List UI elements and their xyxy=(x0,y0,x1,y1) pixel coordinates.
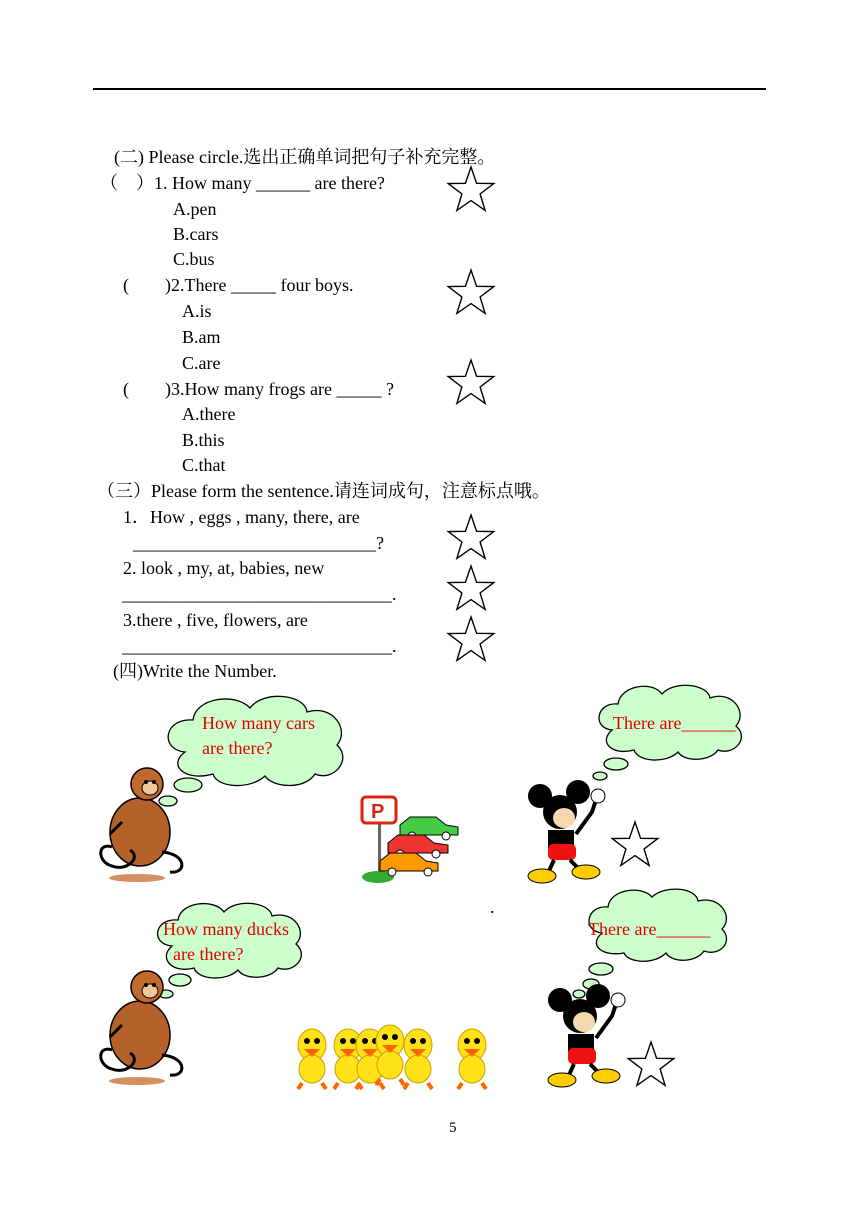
sentence-1-words: 1．How , eggs , many, there, are xyxy=(123,507,360,527)
mickey-icon xyxy=(540,982,635,1088)
question-1-stem: （ ）1. How many ______ are there? xyxy=(100,173,385,193)
duck-icon xyxy=(298,1029,326,1089)
star-icon xyxy=(446,615,496,663)
monkey-icon xyxy=(92,965,192,1087)
header-rule xyxy=(93,88,766,90)
sentence-3-answer-line[interactable]: ______________________________. xyxy=(122,636,397,656)
answer-2-line[interactable]: There are______ xyxy=(588,919,711,939)
question-2-option-a: A.is xyxy=(182,301,212,321)
question-3-option-c: C.that xyxy=(182,455,226,475)
question-2-line-2: are there? xyxy=(173,944,244,964)
ducks-group xyxy=(292,1025,507,1091)
svg-text:P: P xyxy=(371,801,385,823)
sentence-2-words: 2. look , my, at, babies, new xyxy=(123,558,325,578)
sentence-3-words: 3.there , five, flowers, are xyxy=(123,610,308,630)
car-icon xyxy=(380,853,438,876)
question-2-stem: ( )2.There _____ four boys. xyxy=(123,275,354,295)
duck-icon xyxy=(404,1029,432,1089)
star-icon xyxy=(610,820,660,868)
star-icon xyxy=(446,358,496,406)
stray-dot: . xyxy=(490,897,495,917)
question-1-option-b: B.cars xyxy=(173,224,219,244)
question-3-stem: ( )3.How many frogs are _____ ? xyxy=(123,379,394,399)
section2-heading: (二) Please circle.选出正确单词把句子补充完整。 xyxy=(114,147,496,167)
star-icon xyxy=(446,564,496,612)
question-1-line-1: How many cars xyxy=(202,713,315,733)
section3-heading: （三）Please form the sentence.请连词成句，注意标点哦。 xyxy=(97,481,550,501)
answer-1-line[interactable]: There are______ xyxy=(613,713,736,733)
question-2-option-b: B.am xyxy=(182,327,221,347)
duck-icon xyxy=(458,1029,486,1089)
question-1-line-2: are there? xyxy=(202,738,273,758)
question-3-option-a: A.there xyxy=(182,404,236,424)
question-1-option-a: A.pen xyxy=(173,199,217,219)
star-icon xyxy=(446,268,496,316)
question-3-option-b: B.this xyxy=(182,430,225,450)
sentence-1-answer-line[interactable]: ___________________________? xyxy=(133,533,384,553)
star-icon xyxy=(446,165,496,213)
mickey-icon xyxy=(520,778,615,884)
monkey-icon xyxy=(92,762,192,884)
question-1-option-c: C.bus xyxy=(173,249,215,269)
star-icon xyxy=(446,513,496,561)
question-2-line-1: How many ducks xyxy=(163,919,289,939)
sentence-2-answer-line[interactable]: ______________________________. xyxy=(122,584,397,604)
parking-cars-group xyxy=(358,795,463,885)
section4-heading: (四)Write the Number. xyxy=(113,661,277,681)
question-2-option-c: C.are xyxy=(182,353,221,373)
page-number: 5 xyxy=(449,1120,457,1136)
